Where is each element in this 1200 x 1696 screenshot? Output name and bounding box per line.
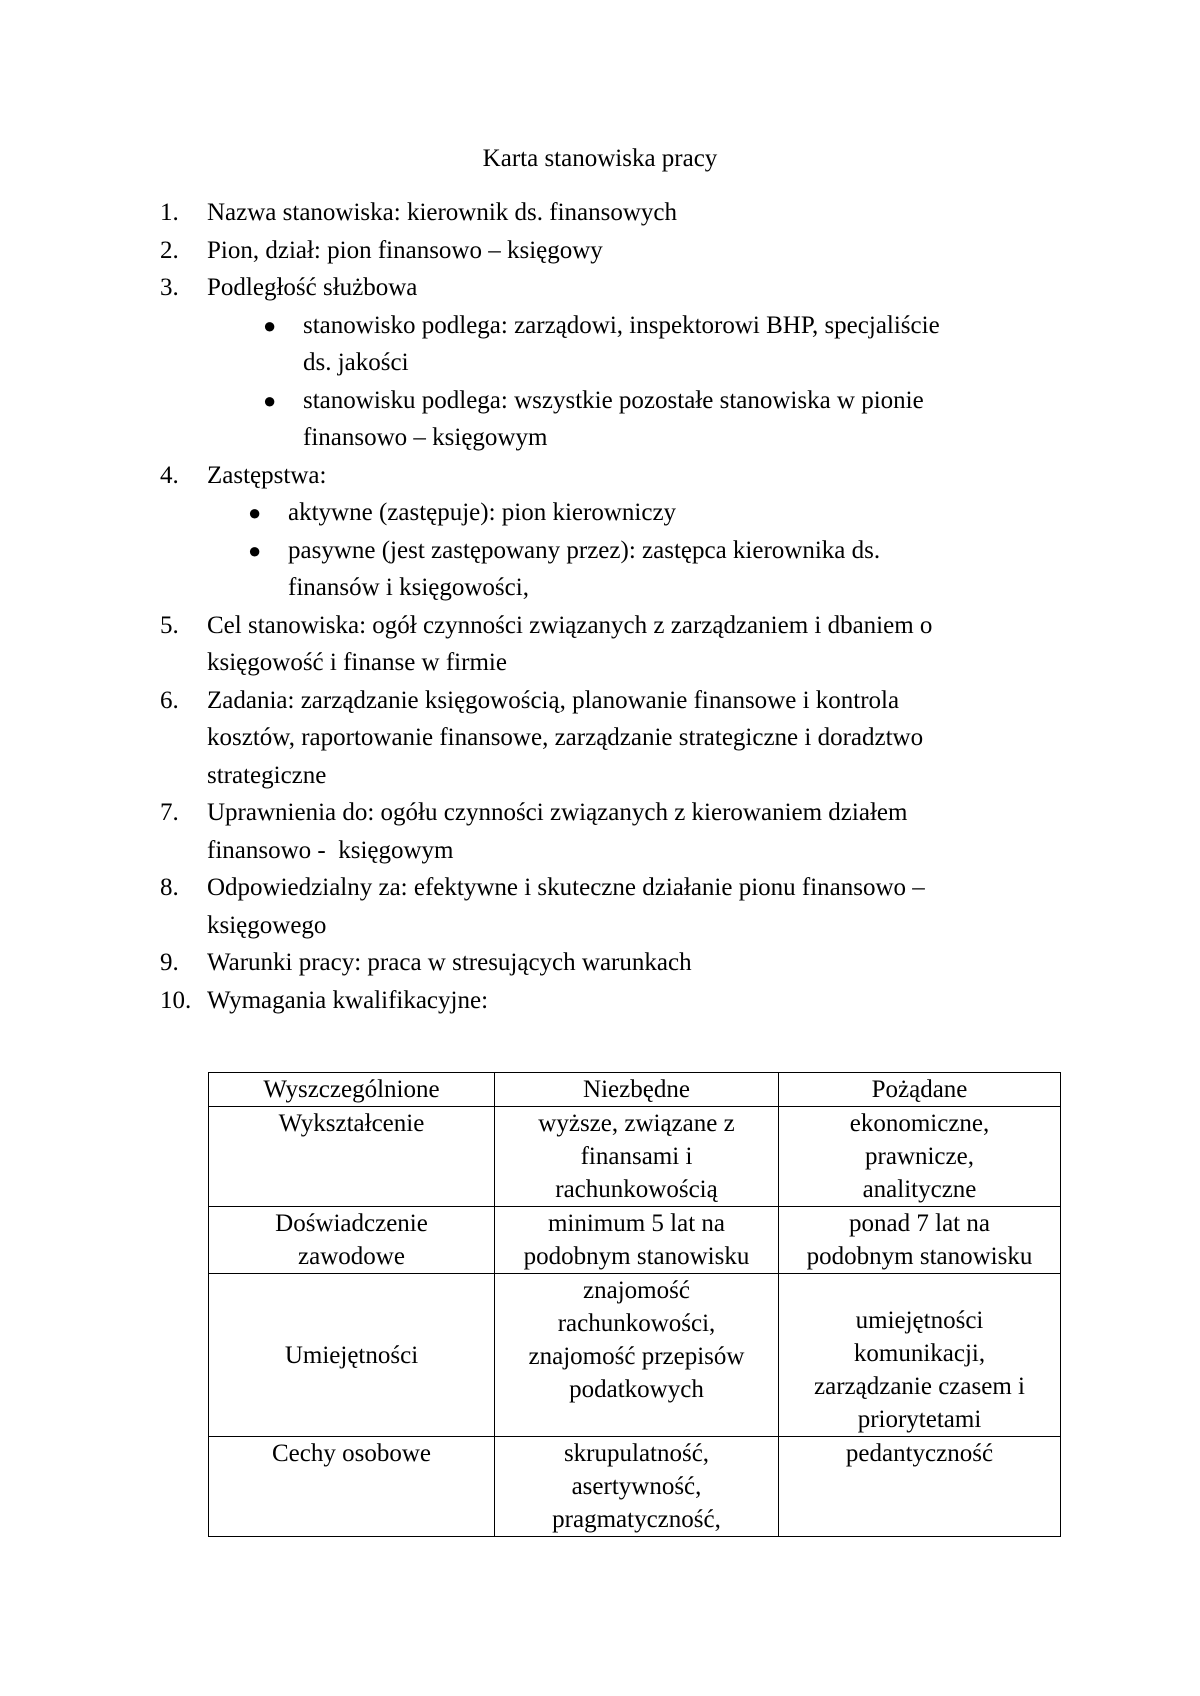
table-header-cell: Wyszczególnione — [209, 1073, 495, 1107]
cell-line: wyższe, związane z — [538, 1110, 735, 1137]
cell-line: zawodowe — [298, 1243, 405, 1270]
list-item-9 — [160, 944, 1060, 982]
cell-line: pedantyczność — [845, 1440, 994, 1467]
bullet-line: finansowo – księgowym — [303, 424, 548, 451]
item-line: kosztów, raportowanie finansowe, zarządzanie strategiczne i doradztwo — [207, 724, 924, 751]
item-number: 7. — [160, 799, 179, 826]
document-title: Karta stanowiska pracy — [482, 145, 718, 172]
list-item-7 — [160, 794, 1060, 869]
item-number: 6. — [160, 686, 179, 714]
table-cell — [209, 1207, 495, 1274]
bullet-item — [160, 494, 1060, 532]
cell-line: analityczne — [862, 1176, 977, 1203]
list-item-2 — [160, 232, 1060, 270]
cell-line: podobnym stanowisku — [806, 1243, 1033, 1270]
cell-line: podobnym stanowisku — [523, 1243, 750, 1270]
table-cell — [495, 1274, 779, 1437]
cell-line: Cechy osobowe — [272, 1440, 431, 1467]
bullet-item — [160, 382, 1060, 457]
list-item-1 — [160, 194, 1060, 232]
cell-line: rachunkowością — [555, 1176, 718, 1203]
table-cell — [209, 1274, 495, 1437]
item-number: 4. — [160, 461, 179, 489]
cell-line: asertywność, — [571, 1473, 702, 1500]
cell-line: pragmatyczność, — [552, 1506, 721, 1533]
cell-line: minimum 5 lat na — [547, 1210, 726, 1237]
item-number: 8. — [160, 874, 179, 901]
item-line: księgowość i finanse w firmie — [207, 649, 507, 676]
bullet-item — [160, 307, 1060, 382]
bullet-line: stanowisko podlega: zarządowi, inspektorowi BHP, specjaliście — [303, 311, 940, 339]
bullet-icon: ● — [248, 500, 262, 525]
table-cell — [209, 1107, 495, 1207]
cell-line: znajomość — [583, 1277, 690, 1304]
bullet-icon: ● — [248, 537, 262, 563]
cell-line: znajomość przepisów — [528, 1343, 745, 1370]
table-header-cell: Niezbędne — [495, 1073, 779, 1107]
cell-line: rachunkowości, — [557, 1310, 716, 1337]
item-text: Pion, dział: pion finansowo – księgowy — [207, 236, 603, 264]
bullet-line: pasywne (jest zastępowany przez): zastępca kierownika ds. — [288, 536, 881, 564]
item-text: Wymagania kwalifikacyjne: — [207, 986, 489, 1014]
list-item-6 — [160, 682, 1060, 795]
item-number: 10. — [160, 986, 192, 1014]
item-number: 5. — [160, 611, 179, 639]
cell-line: Wykształcenie — [278, 1110, 425, 1137]
item-line: strategiczne — [207, 761, 327, 789]
table-cell — [779, 1274, 1061, 1437]
cell-line: Doświadczenie — [275, 1210, 428, 1237]
cell-line: prawnicze, — [865, 1143, 974, 1170]
table-header-cell: Pożądane — [779, 1073, 1061, 1107]
item-number: 9. — [160, 949, 179, 976]
item-number: 2. — [160, 236, 179, 264]
bullet-item — [160, 532, 1060, 607]
table-row — [209, 1207, 1061, 1274]
cell-line: zarządzanie czasem i — [814, 1373, 1025, 1400]
table-row — [209, 1274, 1061, 1437]
list-item-10 — [160, 982, 1060, 1020]
cell-line: ponad 7 lat na — [849, 1210, 990, 1237]
list-item-3 — [160, 269, 1060, 307]
item-text: Podległość służbowa — [207, 274, 418, 301]
bullet-icon: ● — [263, 312, 277, 338]
cell-line: Umiejętności — [284, 1341, 419, 1369]
list-item-4 — [160, 457, 1060, 495]
bullet-line: ds. jakości — [303, 349, 409, 376]
table-cell — [779, 1207, 1061, 1274]
item-number: 3. — [160, 274, 179, 301]
numbered-list — [160, 194, 1060, 1019]
table-cell — [209, 1437, 495, 1537]
item-line: księgowego — [207, 911, 327, 939]
cell-line: skrupulatność, — [563, 1440, 710, 1467]
item-line: Cel stanowiska: ogół czynności związanych z zarządzaniem i dbaniem o — [207, 611, 933, 639]
cell-line: umiejętności — [855, 1307, 984, 1334]
item-number: 1. — [160, 199, 179, 226]
cell-line: priorytetami — [857, 1406, 982, 1433]
qualifications-table — [208, 1072, 1061, 1537]
bullet-icon: ● — [263, 387, 277, 413]
item-text: Warunki pracy: praca w stresujących warunkach — [207, 949, 692, 976]
table-header-row — [209, 1073, 1061, 1107]
item-line: Uprawnienia do: ogółu czynności związanych z kierowaniem działem — [207, 799, 908, 826]
table-cell — [495, 1107, 779, 1207]
bullet-line: stanowisku podlega: wszystkie pozostałe stanowiska w pionie — [303, 386, 924, 414]
cell-line: podatkowych — [569, 1376, 704, 1403]
table-cell — [495, 1207, 779, 1274]
item-text: Zastępstwa: — [207, 461, 327, 489]
table-row — [209, 1107, 1061, 1207]
item-line: Odpowiedzialny za: efektywne i skuteczne działanie pionu finansowo – — [207, 874, 925, 901]
table-cell — [779, 1107, 1061, 1207]
item-line: finansowo - księgowym — [207, 836, 454, 864]
list-item-5 — [160, 607, 1060, 682]
cell-line: komunikacji, — [853, 1340, 986, 1367]
table-row — [209, 1437, 1061, 1537]
bullet-line: aktywne (zastępuje): pion kierowniczy — [288, 499, 677, 526]
item-line: Zadania: zarządzanie księgowością, planowanie finansowe i kontrola — [207, 686, 900, 714]
table-cell — [495, 1437, 779, 1537]
list-item-8 — [160, 869, 1060, 944]
item-text: Nazwa stanowiska: kierownik ds. finansowych — [207, 199, 678, 226]
cell-line: finansami i — [580, 1143, 693, 1170]
bullet-line: finansów i księgowości, — [288, 574, 529, 601]
table-cell — [779, 1437, 1061, 1537]
cell-line: ekonomiczne, — [849, 1110, 990, 1137]
